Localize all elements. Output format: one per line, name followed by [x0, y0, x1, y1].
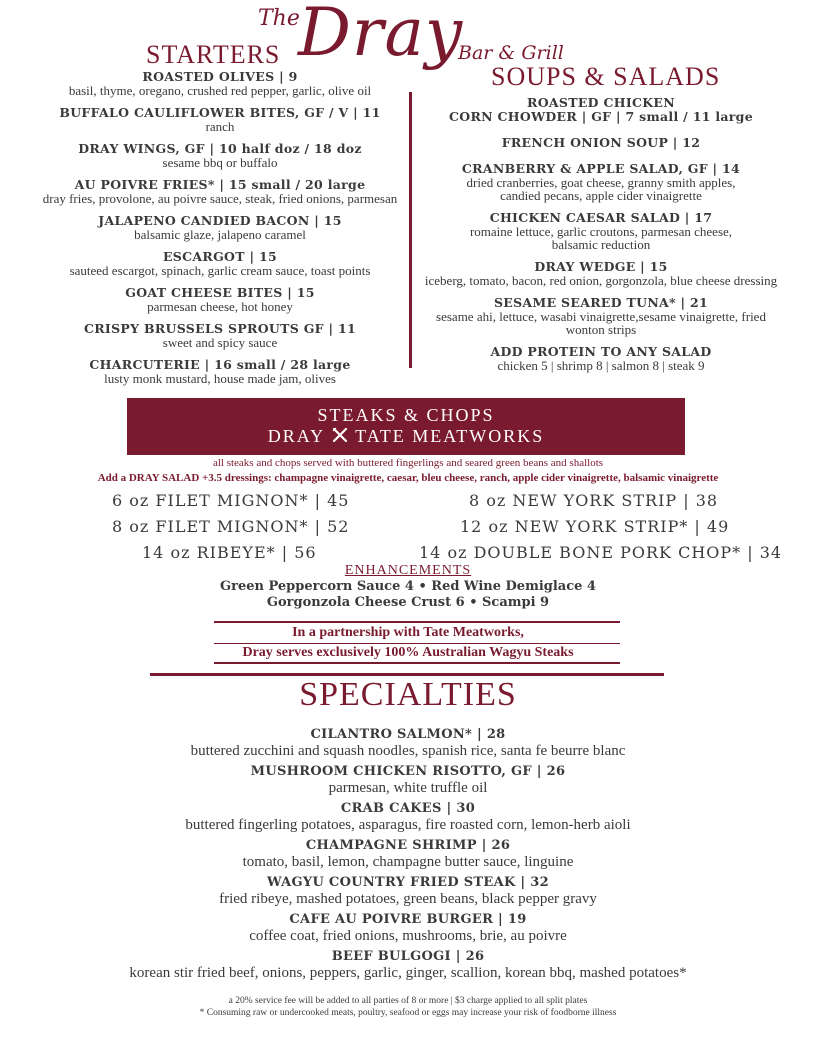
enhancements-title: ENHANCEMENTS: [344, 563, 472, 578]
partnership-rule-mid: [214, 643, 620, 644]
partnership-text: Dray serves exclusively 100% Australian Wagyu Steaks: [242, 645, 574, 660]
item-desc: tomato, basil, lemon, champagne butter sauce, linguine: [242, 854, 574, 870]
item-desc: sesame bbq or buffalo: [162, 155, 278, 170]
steak-item: 14 oz DOUBLE BONE PORK CHOP* | 34: [419, 543, 783, 562]
item-name: ESCARGOT | 15: [162, 249, 277, 264]
item-name: BUFFALO CAULIFLOWER BITES, GF / V | 11: [59, 105, 381, 120]
menu-item: [420, 345, 782, 372]
steak-item: 8 oz NEW YORK STRIP | 38: [469, 491, 719, 510]
item-name: JALAPENO CANDIED BACON | 15: [98, 213, 342, 228]
item-desc: iceberg, tomato, bacon, red onion, gorgonzola, blue cheese dressing: [424, 273, 778, 288]
item-name: CAFE AU POIVRE BURGER | 19: [289, 912, 527, 927]
item-desc: fried ribeye, mashed potatoes, green beans, black pepper gravy: [219, 891, 597, 907]
item-name: DRAY WINGS, GF | 10 half doz / 18 doz: [78, 141, 362, 156]
menu-item: [60, 912, 756, 944]
item-name: CRAB CAKES | 30: [340, 801, 476, 816]
menu-item: [420, 211, 782, 251]
item-desc: sauteed escargot, spinach, garlic cream sauce, toast points: [69, 263, 371, 278]
item-desc: parmesan, white truffle oil: [328, 780, 488, 796]
menu-item: [420, 96, 782, 124]
specialties-list: [60, 727, 756, 986]
item-name: CILANTRO SALMON* | 28: [310, 727, 506, 742]
item-desc: dray fries, provolone, au poivre sauce, steak, fried onions, parmesan: [42, 191, 398, 206]
item-desc: sesame ahi, lettuce, wasabi vinaigrette,sesame vinaigrette, fried wonton strips: [436, 309, 766, 337]
menu-item: [30, 106, 410, 133]
logo-the: The: [258, 6, 300, 31]
item-name: MUSHROOM CHICKEN RISOTTO, GF | 26: [250, 764, 566, 779]
menu-item: [30, 322, 410, 349]
item-desc: parmesan cheese, hot honey: [147, 299, 293, 314]
menu-item: [60, 838, 756, 870]
item-name: BEEF BULGOGI | 26: [331, 949, 485, 964]
steak-item: 8 oz FILET MIGNON* | 52: [112, 517, 350, 536]
item-name: CHAMPAGNE SHRIMP | 26: [305, 838, 511, 853]
enhancements-line: Green Peppercorn Sauce 4 • Red Wine Demiglace 4: [220, 579, 596, 594]
menu-item: [30, 286, 410, 313]
logo-bar-grill: Bar & Grill: [458, 42, 564, 64]
item-name: FRENCH ONION SOUP | 12: [501, 135, 701, 150]
menu-item: [30, 178, 410, 205]
item-desc: basil, thyme, oregano, crushed red pepper, garlic, olive oil: [68, 83, 372, 98]
menu-item: [420, 296, 782, 336]
item-name: DRAY WEDGE | 15: [534, 259, 668, 274]
footer-service-fee: a 20% service fee will be added to all parties of 8 or more | $3 charge applied to all split plates: [228, 996, 588, 1006]
menu-item: [30, 214, 410, 241]
menu-item: [420, 260, 782, 287]
item-desc: balsamic glaze, jalapeno caramel: [134, 227, 306, 242]
menu-item: [30, 142, 410, 169]
steak-item: 12 oz NEW YORK STRIP* | 49: [460, 517, 730, 536]
menu-item: [60, 875, 756, 907]
crossed-knife-fork-icon: [331, 426, 349, 444]
item-desc: ranch: [205, 119, 235, 134]
menu-item: [420, 162, 782, 202]
dray-tate-meatworks-title: [127, 425, 685, 447]
steaks-chops-banner: [127, 398, 685, 455]
menu-item: [30, 70, 410, 97]
item-name: GOAT CHEESE BITES | 15: [125, 285, 315, 300]
item-name: AU POIVRE FRIES* | 15 small / 20 large: [74, 177, 366, 192]
logo-dray: Dray: [298, 0, 464, 71]
steak-item: 6 oz FILET MIGNON* | 45: [112, 491, 350, 510]
steaks-salad-addon: Add a DRAY SALAD +3.5 dressings: champagne vinaigrette, caesar, bleu cheese, ranch, apple cider vinaigrette, balsamic vinaigrette: [97, 472, 719, 484]
menu-item: [60, 801, 756, 833]
item-name: ADD PROTEIN TO ANY SALAD: [490, 344, 712, 359]
banner-tate-meatworks: TATE MEATWORKS: [355, 426, 545, 446]
column-divider: [409, 92, 412, 368]
steaks-note: all steaks and chops served with buttered fingerlings and seared green beans and shallots: [212, 457, 604, 469]
item-desc: sweet and spicy sauce: [162, 335, 278, 350]
item-desc: dried cranberries, goat cheese, granny smith apples, candied pecans, apple cider vinaigrette: [466, 175, 736, 203]
footer-consumption-warning: * Consuming raw or undercooked meats, poultry, seafood or eggs may increase your risk of foodborne illness: [199, 1008, 617, 1018]
item-desc: buttered zucchini and squash noodles, spanish rice, santa fe beurre blanc: [190, 743, 626, 759]
item-name: ROASTED OLIVES | 9: [142, 69, 298, 84]
item-desc: chicken 5 | shrimp 8 | salmon 8 | steak 9: [497, 358, 705, 373]
banner-dray: DRAY: [267, 426, 325, 446]
starters-title: STARTERS: [146, 40, 281, 69]
soups-salads-title: SOUPS & SALADS: [491, 62, 721, 91]
item-desc: buttered fingerling potatoes, asparagus, fire roasted corn, lemon-herb aioli: [185, 817, 631, 833]
item-desc: coffee coat, fried onions, mushrooms, brie, au poivre: [249, 928, 567, 944]
item-name: CRANBERRY & APPLE SALAD, GF | 14: [461, 161, 741, 176]
steaks-chops-title: STEAKS & CHOPS: [317, 405, 495, 425]
item-name: CRISPY BRUSSELS SPROUTS GF | 11: [84, 321, 356, 336]
enhancements-line: Gorgonzola Cheese Crust 6 • Scampi 9: [266, 595, 550, 610]
item-name-line2: CORN CHOWDER | GF | 7 small / 11 large: [449, 109, 753, 124]
item-name: SESAME SEARED TUNA* | 21: [493, 295, 709, 310]
item-desc: korean stir fried beef, onions, peppers, garlic, ginger, scallion, korean bbq, mashed potatoes*: [129, 965, 687, 981]
specialties-title: SPECIALTIES: [299, 676, 517, 713]
steak-item: 14 oz RIBEYE* | 56: [142, 543, 317, 562]
soups-salads-list: [420, 96, 782, 381]
partnership-rule-top: [214, 621, 620, 623]
item-name: CHARCUTERIE | 16 small / 28 large: [89, 357, 351, 372]
item-desc: romaine lettuce, garlic croutons, parmesan cheese, balsamic reduction: [469, 224, 733, 252]
menu-item: [30, 250, 410, 277]
menu-item: [60, 949, 756, 981]
item-name: ROASTED CHICKEN: [527, 95, 675, 110]
item-desc: lusty monk mustard, house made jam, olives: [104, 371, 336, 386]
item-name: CHICKEN CAESAR SALAD | 17: [489, 210, 713, 225]
menu-item: [420, 136, 782, 150]
partnership-text: In a partnership with Tate Meatworks,: [292, 625, 524, 640]
menu-item: [60, 764, 756, 796]
menu-item: [30, 358, 410, 385]
starters-list: [30, 70, 410, 394]
item-name: WAGYU COUNTRY FRIED STEAK | 32: [267, 875, 549, 890]
partnership-rule-bottom: [214, 662, 620, 664]
menu-item: [60, 727, 756, 759]
